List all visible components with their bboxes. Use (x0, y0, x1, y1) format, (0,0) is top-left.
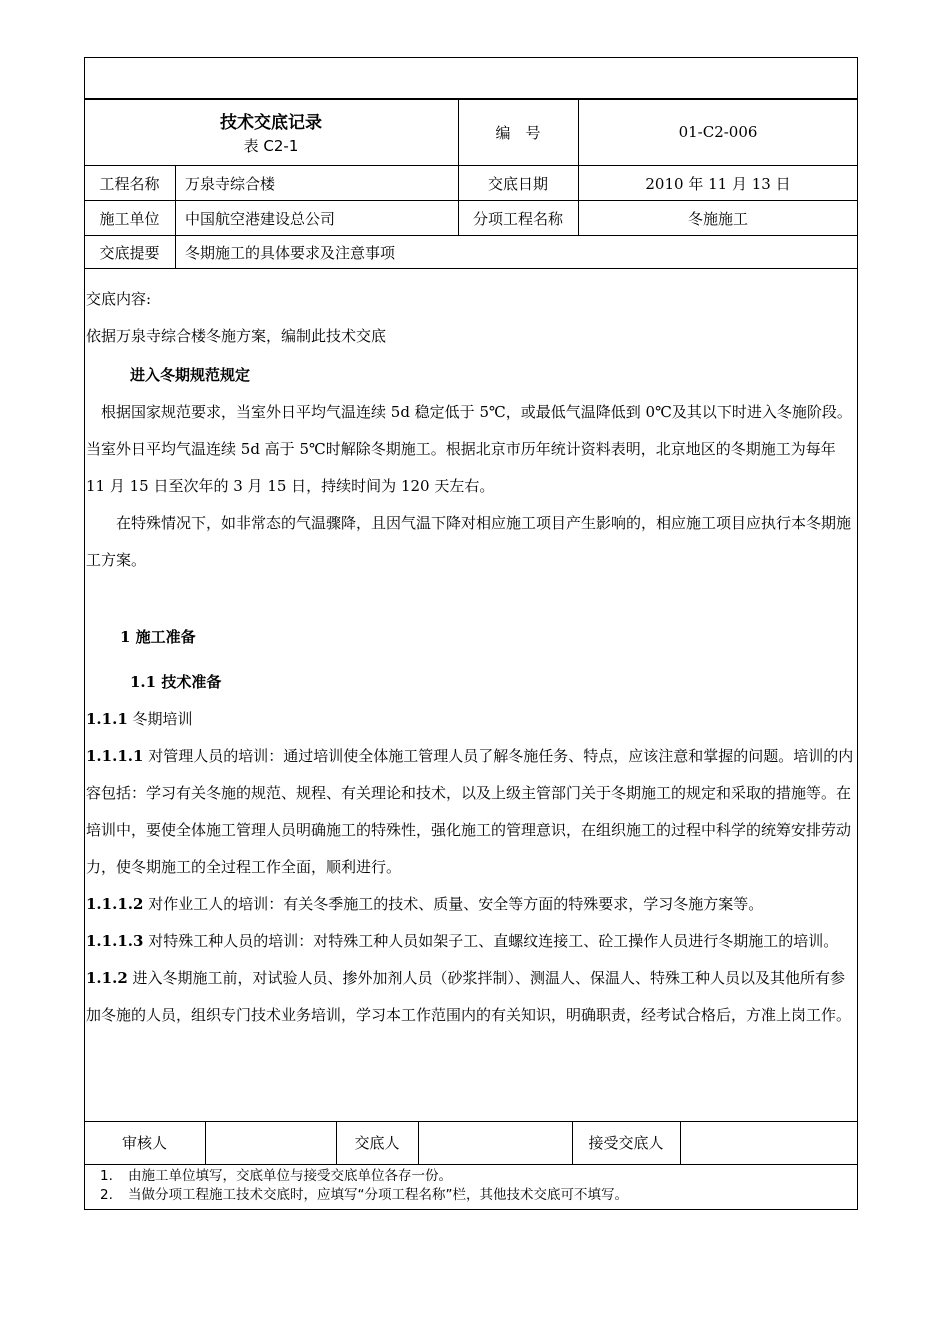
subproject-label: 分项工程名称 (472, 209, 563, 228)
section-heading: 1 施工准备 (120, 628, 196, 646)
project-name-value: 万泉寺综合楼 (185, 174, 276, 193)
form-title-block (84, 99, 458, 165)
note-item (100, 1186, 628, 1205)
clause-text: 进入冬期施工前，对试验人员、掺外加剂人员（砂浆拌制）、测温人、保温人、特殊工种人员以及其他所有参加冬施的人员，组织专门技术业务培训，学习本工作范围内的有关知识，明确职责，经考试合格后，方准上岗工作。 (86, 969, 852, 1024)
number-value: 01-C2-006 (678, 123, 758, 141)
clause-text: 对管理人员的培训：通过培训使全体施工管理人员了解冬施任务、特点，应该注意和掌握的问题。培训的内容包括：学习有关冬施的规范、规程、有关理论和技术，以及上级主管部门关于冬期施工的规定和采取的措施等。在培训中，要使全体施工管理人员明确施工的特殊性，强化施工的管理意识，在组织施工的过程中科学的统筹安排劳动力，使冬期施工的全过程工作全面，顺利进行。 (86, 747, 854, 876)
clause (86, 701, 856, 738)
date-label: 交底日期 (487, 174, 548, 193)
form-title: 技术交底记录 (220, 113, 322, 133)
unit-label: 施工单位 (99, 209, 160, 228)
clause-number: 1.1.2 (86, 969, 128, 987)
unit-value: 中国航空港建设总公司 (185, 209, 336, 228)
summary-value: 冬期施工的具体要求及注意事项 (185, 243, 396, 262)
discloser-field[interactable] (418, 1121, 572, 1164)
divider (84, 1164, 858, 1165)
clause-text: 对作业工人的培训：有关冬季施工的技术、质量、安全等方面的特殊要求，学习冬施方案等。 (143, 895, 764, 913)
subproject-value: 冬施施工 (687, 209, 748, 228)
clause-number: 1.1.1.3 (86, 932, 144, 950)
spacer (86, 579, 856, 619)
note-item (100, 1167, 628, 1186)
reviewer-field[interactable] (205, 1121, 336, 1164)
clause-text: 冬期培训 (127, 710, 193, 728)
disclosure-form (84, 57, 858, 1210)
clause (86, 738, 856, 886)
content-label: 交底内容: (86, 290, 152, 308)
receiver-label: 接受交底人 (588, 1134, 664, 1152)
divider (84, 268, 858, 269)
reviewer-label: 审核人 (121, 1134, 167, 1152)
disclosure-content (86, 281, 856, 1034)
date-value: 2010 年 11 月 13 日 (645, 174, 791, 193)
content-intro: 依据万泉寺综合楼冬施方案，编制此技术交底 (86, 327, 387, 345)
clause (86, 960, 856, 1034)
form-code: 表 C2-1 (243, 137, 299, 155)
form-notes (100, 1167, 628, 1205)
paragraph: 根据国家规范要求，当室外日平均气温连续 5d 稳定低于 5℃，或最低气温降低到 0℃及其以下时进入冬施阶段。当室外日平均气温连续 5d 高于 5℃时解除冬期施工。根据北京市历年统计资料表明，北京地区的冬期施工为每年 11 月 15 日至次年的 3 月 15 日，持续时间为 120 天左右。 (86, 403, 852, 495)
clause-text: 对特殊工种人员的培训：对特殊工种人员如架子工、直螺纹连接工、砼工操作人员进行冬期施工的培训。 (143, 932, 839, 950)
clause (86, 886, 856, 923)
clause (86, 923, 856, 960)
section-heading: 进入冬期规范规定 (130, 366, 251, 384)
receiver-field[interactable] (680, 1121, 858, 1164)
project-name-label: 工程名称 (99, 174, 160, 193)
clause-number: 1.1.1 (86, 710, 128, 728)
note-text: 当做分项工程施工技术交底时，应填写“分项工程名称”栏，其他技术交底可不填写。 (128, 1187, 628, 1203)
paragraph: 在特殊情况下，如非常态的气温骤降，且因气温下降对相应施工项目产生影响的，相应施工项目应执行本冬期施工方案。 (86, 514, 852, 569)
number-label: 编 号 (495, 123, 541, 142)
note-number: 2. (100, 1187, 113, 1203)
discloser-label: 交底人 (354, 1134, 400, 1152)
clause-number: 1.1.1.1 (86, 747, 144, 765)
note-number: 1. (100, 1168, 113, 1184)
note-text: 由施工单位填写，交底单位与接受交底单位各存一份。 (128, 1168, 452, 1184)
summary-label: 交底提要 (99, 243, 160, 262)
subsection-heading: 1.1 技术准备 (130, 673, 222, 691)
clause-number: 1.1.1.2 (86, 895, 144, 913)
